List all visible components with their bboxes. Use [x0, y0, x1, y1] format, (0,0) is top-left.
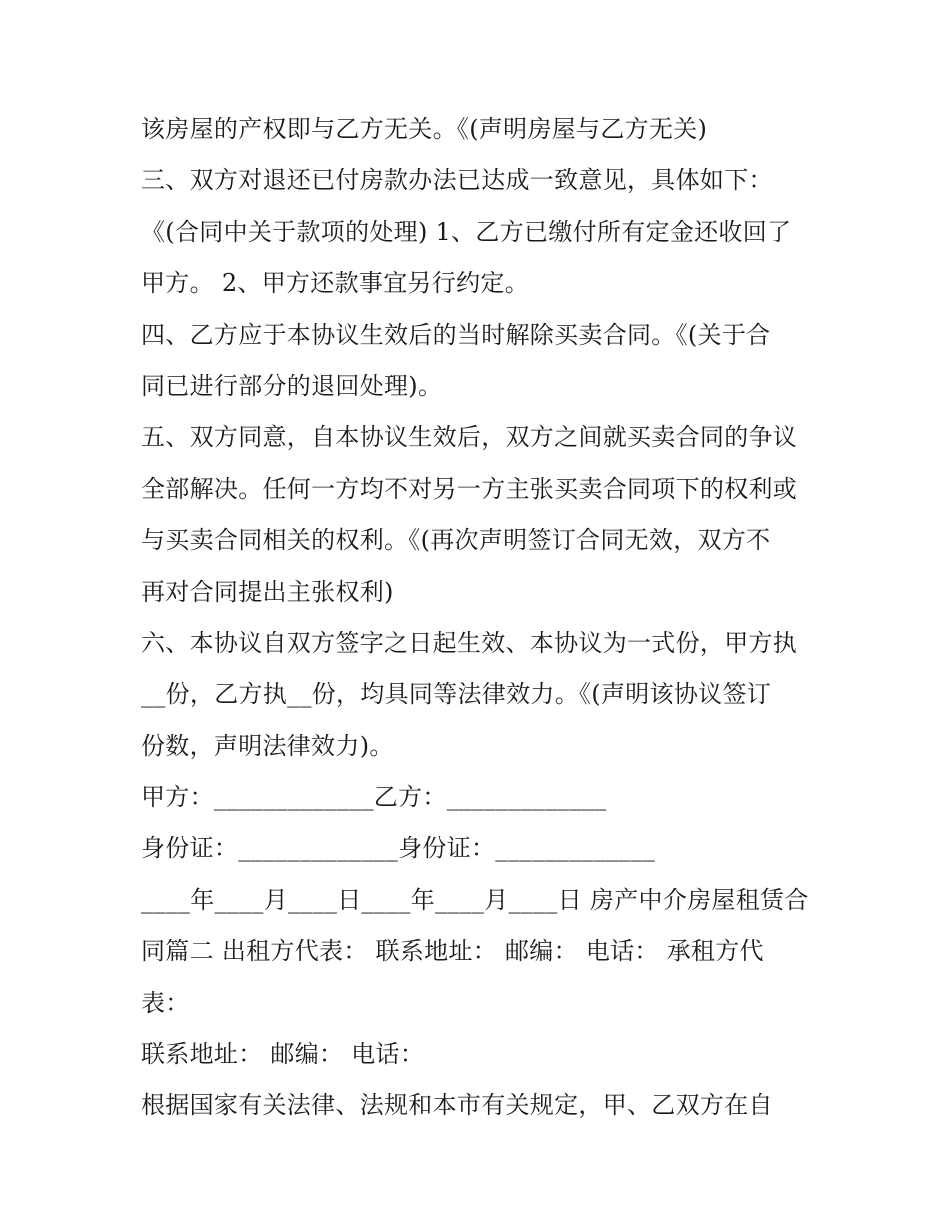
text-line: 联系地址： 邮编： 电话： [141, 1040, 425, 1069]
text-line: 同篇二 出租方代表： 联系地址： 邮编： 电话： 承租方代 [141, 937, 764, 966]
text-line: 与买卖合同相关的权利。《(再次声明签订合同无效，双方不 [141, 526, 771, 555]
text-line: 同已进行部分的退回处理)。 [141, 371, 443, 400]
text-line: 六、本协议自双方签字之日起生效、本协议为一式份，甲方执 [141, 628, 798, 657]
text-line: 根据国家有关法律、法规和本市有关规定，甲、乙双方在自 [141, 1091, 773, 1120]
text-line: 再对合同提出主张权利) [141, 577, 394, 606]
text-line: 表： [141, 988, 190, 1017]
text-line: 份数，声明法律效力)。 [141, 731, 394, 760]
text-line: 该房屋的产权即与乙方无关。《(声明房屋与乙方无关) [141, 115, 708, 143]
text-line: ____年____月____日____年____月____日 房产中介房屋租赁合 [141, 885, 809, 914]
text-line: 三、双方对退还已付房款办法已达成一致意见，具体如下： [141, 166, 773, 195]
text-line: 四、乙方应于本协议生效后的当时解除买卖合同。《(关于合 [141, 320, 771, 349]
signature-line-party: 甲方：_____________乙方：_____________ [141, 783, 607, 812]
text-line: 五、双方同意，自本协议生效后，双方之间就买卖合同的争议 [141, 423, 798, 452]
text-line: 甲方。 2、甲方还款事宜另行约定。 [141, 269, 529, 298]
text-line: __份，乙方执__份，均具同等法律效力。《(声明该协议签订 [141, 680, 772, 709]
signature-line-id: 身份证：_____________身份证：_____________ [141, 834, 656, 863]
text-line: 全部解决。任何一方均不对另一方主张买卖合同项下的权利或 [141, 474, 798, 503]
document-body [141, 104, 821, 1132]
text-line: 《(合同中关于款项的处理) 1、乙方已缴付所有定金还收回了 [141, 217, 792, 246]
